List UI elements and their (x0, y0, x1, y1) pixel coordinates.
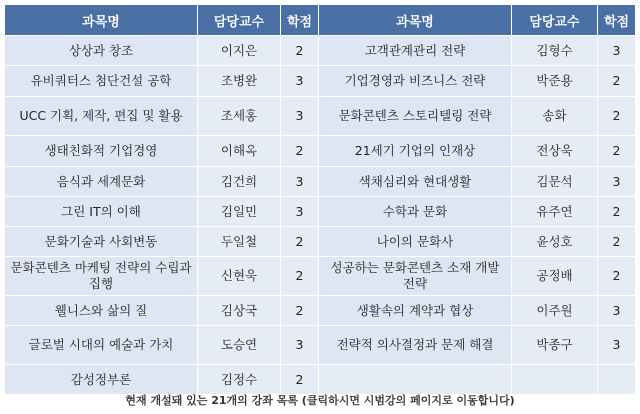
professor-name: 박준용 (512, 66, 598, 97)
column-header-credits: 학점 (281, 5, 319, 36)
professor-name: 김상국 (198, 296, 281, 326)
course-name-link[interactable]: 수학과 문화 (319, 197, 512, 227)
credits-value: 2 (598, 227, 636, 257)
professor-name: 신현욱 (198, 257, 281, 296)
professor-name: 전상욱 (512, 136, 598, 167)
credits-value: 2 (281, 296, 319, 326)
credits-value: 3 (598, 326, 636, 365)
professor-name: 조세홍 (198, 97, 281, 136)
course-name-link[interactable]: 글로벌 시대의 예술과 가치 (5, 326, 198, 365)
credits-value: 2 (281, 365, 319, 395)
credits-value: 3 (281, 167, 319, 197)
course-list (4, 4, 635, 395)
professor-name: 김일민 (198, 197, 281, 227)
credits-value: 2 (598, 66, 636, 97)
professor-name: 유주연 (512, 197, 598, 227)
professor-name: 이해옥 (198, 136, 281, 167)
professor-name: 박종구 (512, 326, 598, 365)
column-header-course: 과목명 (319, 5, 512, 36)
professor-name: 김문석 (512, 167, 598, 197)
professor-name: 두일철 (198, 227, 281, 257)
course-name-link[interactable]: UCC 기획, 제작, 편집 및 활용 (5, 97, 198, 136)
table-row[interactable] (5, 326, 636, 365)
credits-value: 3 (598, 167, 636, 197)
table-row[interactable] (5, 97, 636, 136)
credits-value: 2 (598, 197, 636, 227)
course-name-link[interactable]: 색채심리와 현대생활 (319, 167, 512, 197)
empty-cell (598, 365, 636, 395)
course-name-link[interactable]: 상상과 창조 (5, 36, 198, 66)
table-header-row (5, 5, 636, 36)
column-header-professor: 담당교수 (512, 5, 598, 36)
table-caption: 현재 개설돼 있는 21개의 강좌 목록 (클릭하시면 시범강의 페이지로 이동합니다) (125, 394, 515, 407)
credits-value: 3 (281, 97, 319, 136)
table-row[interactable] (5, 167, 636, 197)
table-row[interactable] (5, 197, 636, 227)
professor-name: 조병완 (198, 66, 281, 97)
credits-value: 2 (281, 257, 319, 296)
credits-value: 3 (598, 36, 636, 66)
credits-value: 3 (281, 197, 319, 227)
course-name-link[interactable]: 나이의 문화사 (319, 227, 512, 257)
credits-value: 2 (598, 136, 636, 167)
professor-name: 김정수 (198, 365, 281, 395)
credits-value: 2 (281, 227, 319, 257)
professor-name: 김형수 (512, 36, 598, 66)
course-name-link[interactable]: 생활속의 계약과 협상 (319, 296, 512, 326)
credits-value: 3 (281, 326, 319, 365)
empty-cell (319, 365, 512, 395)
course-name-link[interactable]: 성공하는 문화콘텐츠 소재 개발 전략 (319, 257, 512, 296)
professor-name: 도승연 (198, 326, 281, 365)
professor-name: 이지은 (198, 36, 281, 66)
course-name-link[interactable]: 문화콘텐츠 스토리텔링 전략 (319, 97, 512, 136)
professor-name: 윤성호 (512, 227, 598, 257)
professor-name: 김건희 (198, 167, 281, 197)
professor-name: 이주원 (512, 296, 598, 326)
professor-name: 송화 (512, 97, 598, 136)
column-header-credits: 학점 (598, 5, 636, 36)
empty-cell (512, 365, 598, 395)
course-name-link[interactable]: 전략적 의사결정과 문제 해결 (319, 326, 512, 365)
course-name-link[interactable]: 그린 IT의 이해 (5, 197, 198, 227)
column-header-professor: 담당교수 (198, 5, 281, 36)
table-row[interactable] (5, 296, 636, 326)
credits-value: 3 (281, 66, 319, 97)
table-row[interactable] (5, 257, 636, 296)
professor-name: 공정배 (512, 257, 598, 296)
course-name-link[interactable]: 21세기 기업의 인재상 (319, 136, 512, 167)
table-row[interactable] (5, 36, 636, 66)
course-name-link[interactable]: 기업경영과 비즈니스 전략 (319, 66, 512, 97)
table-row[interactable] (5, 66, 636, 97)
column-header-course: 과목명 (5, 5, 198, 36)
course-name-link[interactable]: 생태친화적 기업경영 (5, 136, 198, 167)
credits-value: 2 (598, 257, 636, 296)
course-name-link[interactable]: 음식과 세계문화 (5, 167, 198, 197)
table-row[interactable] (5, 227, 636, 257)
course-name-link[interactable]: 고객관계관리 전략 (319, 36, 512, 66)
credits-value: 2 (598, 97, 636, 136)
credits-value: 2 (281, 136, 319, 167)
course-name-link[interactable]: 감성정부론 (5, 365, 198, 395)
credits-value: 2 (281, 36, 319, 66)
course-name-link[interactable]: 문화기술과 사회변동 (5, 227, 198, 257)
table-row[interactable] (5, 365, 636, 395)
course-table (4, 4, 636, 395)
course-name-link[interactable]: 웰니스와 삶의 질 (5, 296, 198, 326)
credits-value: 3 (598, 296, 636, 326)
course-name-link[interactable]: 유비쿼터스 첨단건설 공학 (5, 66, 198, 97)
table-row[interactable] (5, 136, 636, 167)
course-name-link[interactable]: 문화콘텐츠 마케팅 전략의 수립과 집행 (5, 257, 198, 296)
